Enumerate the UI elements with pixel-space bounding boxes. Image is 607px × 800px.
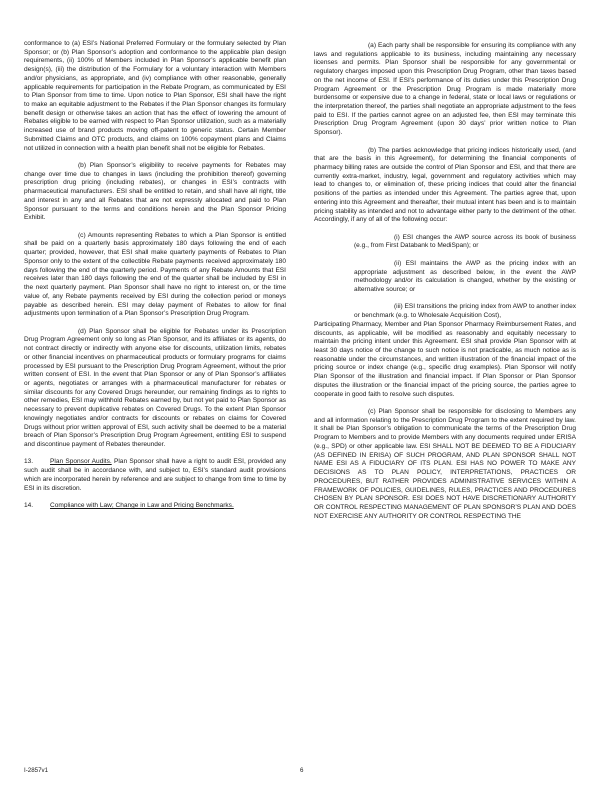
paragraph-text: conformance to (a) ESI’s National Preferred Formulary or the formulary selected by Plan Sponsor; or (b) Plan Sponsor’s adoption and conformance to the applicable plan design requirements, (ii) 100% of Members included in Plan Sponsor’s applicable benefit plan design(s), (iii) the distribution of the Formulary for a voluntary interaction with Members and/or physicians, as appropriate, and (iv) compliance with other reasonable, generally applicable requirements for participation in the Rebate Program, as communicated by ESI to Plan Sponsor from time to time. Upon notice to Plan Sponsor, ESI shall have the right to make an equitable adjustment to the Rebates if the Plan Sponsor changes its formulary benefit design or otherwise takes an action that has the effect of lowering the amount of Rebates eligible to be earned with respect to Plan Sponsor utilization, such as a materially increased use of brand products moving off-patent to generic status. Certain Member Submitted Claims and OTC products, and claims on 100% copayment plans and Claims not utilized in connection with a health plan benefit shall not be eligible for Rebates. xyxy=(24,40,286,152)
paragraph-text: (c) Plan Sponsor shall be responsible for disclosing to Members any and all information relating to the Prescription Drug Program to the extent required by law. It shall be Plan Sponsor’s obligation to communicate the terms of the Prescription Drug Program to Members and to provide Members with any documents required under ERISA (e.g., SPD) or other applicable law. ESI SHALL NOT BE DEEMED TO BE A FIDUCIARY (AS DEFINED IN ERISA) OF SUCH PROGRAM, AND PLAN SPONSOR SHALL NOT NAME ESI AS A FIDUCIARY OF ITS PLAN. ESI HAS NO POWER TO MAKE ANY DECISIONS AS TO PLAN POLICY, INTERPRETATIONS, PRACTICES OR PROCEDURES, BUT RATHER PROVIDES ADMINISTRATIVE SERVICES WITHIN A FRAMEWORK OF POLICIES, GUIDELINES, RULES, PRACTICES AND PROCEDURES CHOSEN BY PLAN SPONSOR. ESI DOES NOT HAVE DISCRETIONARY AUTHORITY OR CONTROL RESPECTING MANAGEMENT OF PLAN SPONSOR’S PLAN AND DOES NOT EXERCISE ANY AUTHORITY OR CONTROL RESPECTING THE xyxy=(314,408,576,520)
paragraph-l2 xyxy=(24,162,286,223)
section-heading: Compliance with Law; Change in Law and Pricing Benchmarks. xyxy=(50,501,234,509)
paragraph-r7 xyxy=(314,408,576,521)
paragraph-l1 xyxy=(24,40,286,153)
paragraph-r3 xyxy=(314,234,576,251)
right-column xyxy=(314,42,576,521)
paragraph-l6 xyxy=(24,502,286,511)
paragraph-text: (a) Each party shall be responsible for ensuring its compliance with any laws and regulations applicable to its business, including maintaining any necessary licenses and permits. Plan Sponsor shall be responsible for any governmental or regulatory charges imposed upon this Prescription Drug Program, other than taxes based on the net income of ESI. If ESI’s performance of its duties under this Prescription Drug Program Agreement or the Prescription Drug Program is made materially more burdensome or expensive due to a change in federal, state or local laws or regulations or the interpretation thereof, the parties shall negotiate an appropriate adjustment to the fees paid to ESI. If the parties cannot agree on an adjusted fee, then ESI may terminate this Prescription Drug Program Agreement (upon 30 days’ prior written notice to Plan Sponsor). xyxy=(314,42,576,137)
section-number: 13. xyxy=(24,458,34,466)
paragraph-text: (c) Amounts representing Rebates to which a Plan Sponsor is entitled shall be paid on a quarterly basis approximately 180 days following the end of each quarter; provided, however, that ESI shall make quarterly payments of Rebates to Plan Sponsor only to the extent of the collectible Rebate payments received approximately 180 days following the end of the quarterly period. Payments of any Rebate Amounts that ESI receives later than 180 days following the end of the quarter shall be included by ESI in the next quarterly payment. Plan Sponsor shall have no right to interest on, or the time value of, any Rebate payments received by ESI during the collection period or moneys payable as described herein. ESI may delay payment of Rebates to allow for final adjustments upon termination of a Plan Sponsor’s Prescription Drug Program. xyxy=(24,231,286,318)
paragraph-text: (ii) ESI maintains the AWP as the pricing index with an appropriate adjustment as described below, in the event the AWP methodology and/or its calculation is changed, whether by the existing or alternative source; or xyxy=(354,259,576,294)
paragraph-r4 xyxy=(314,260,576,295)
paragraph-r5 xyxy=(314,303,576,320)
paragraph-text: (b) Plan Sponsor’s eligibility to receive payments for Rebates may change over time due to changes in laws (including the prohibition thereof) governing prescription drug pricing (including rebates), or changes in ESI’s contracts with pharmaceutical manufacturers. ESI shall be entitled to retain, and shall have all right, title and interest in any and all Rebates that are not expressly allocated and paid to Plan Sponsor pursuant to the terms and conditions herein and the Plan Sponsor Pricing Exhibit. xyxy=(24,162,286,222)
paragraph-r1 xyxy=(314,42,576,138)
paragraph-text: (b) The parties acknowledge that pricing indices historically used, (and that are the basis in this Agreement), for determining the financial components of pharmacy billing rates are outside the control of Plan Sponsor and ESI, and that there are currently extra-market, industry, legal, government and regulatory activities which may lead to changes to, or elimination of, these pricing indices that could alter the financial positions of the parties as intended under this Agreement. The parties agree that, upon entering into this Agreement and thereafter, their mutual intent has been and is to maintain pricing stability as intended and not to advantage either party to the detriment of the other. Accordingly, if any of all of the following occur: xyxy=(314,146,576,224)
paragraph-text: (d) Plan Sponsor shall be eligible for Rebates under its Prescription Drug Program Agreement only so long as Plan Sponsor, and its affiliates or its agents, do not contract directly or indirectly with anyone else for discounts, utilization limits, rebates or other financial incentives on pharmaceutical products or formulary programs for claims processed by ESI pursuant to the Prescription Drug Program Agreement, without the prior written consent of ESI. In the event that Plan Sponsor or any of Plan Sponsor’s affiliates or agents, negotiates or arranges with a pharmaceutical manufacturer for rebates or similar discounts for any Covered Drugs hereunder, our remaining findings as to rights to other remedies, ESI may withhold Rebates earned by, but not yet paid to Plan Sponsor as necessary to prevent duplicative rebates on Covered Drugs. To the extent Plan Sponsor knowingly negotiates and/or contracts for discounts or rebates on claims for Covered Drugs without prior written approval of ESI, such activity shall be deemed to be a material breach of Plan Sponsor’s Prescription Drug Program Agreement, entitling ESI to suspend and discontinue payment of Rebates thereunder. xyxy=(24,327,286,448)
paragraph-text: Plan Sponsor shall have a right to audit ESI, provided any such audit shall be in accordance with, and subject to, ESI’s standard audit provisions which are incorporated herein by reference and are subject to change from time to time by ESI in its discretion. xyxy=(24,458,286,492)
page-number: 6 xyxy=(300,767,304,774)
section-heading: Plan Sponsor Audits. xyxy=(50,458,112,466)
paragraph-text: (iii) ESI transitions the pricing index from AWP to another index or benchmark (e.g. to Wholesale Acquisition Cost), xyxy=(354,303,576,320)
paragraph-l5 xyxy=(24,458,286,493)
paragraph-r6 xyxy=(314,321,576,399)
paragraph-text: (i) ESI changes the AWP source across its book of business (e.g., from First Databank to MediSpan); or xyxy=(354,233,576,250)
footer-doc-id: I-2857v1 xyxy=(24,767,49,774)
section-number: 14. xyxy=(24,501,34,509)
paragraph-text: Participating Pharmacy, Member and Plan Sponsor Pharmacy Reimbursement Rates, and discounts, as applicable, will be modified as reasonably and equitably necessary to maintain the pricing intent under this Agreement. ESI shall provide Plan Sponsor with at least 30 days notice of the change to such notice is not practicable, as much notice as is reasonable under the circumstances, and written illustration of the financial impact of the pricing source or index change (e.g., specific drug examples). Plan Sponsor will notify Plan Sponsor of the illustration and financial impact. If Plan Sponsor or Plan Sponsor disputes the illustration or the financial impact of the pricing source, the parties agree to cooperate in good faith to resolve such disputes. xyxy=(314,320,576,398)
left-column xyxy=(24,40,286,511)
paragraph-l4 xyxy=(24,328,286,450)
paragraph-l3 xyxy=(24,232,286,319)
paragraph-r2 xyxy=(314,147,576,225)
